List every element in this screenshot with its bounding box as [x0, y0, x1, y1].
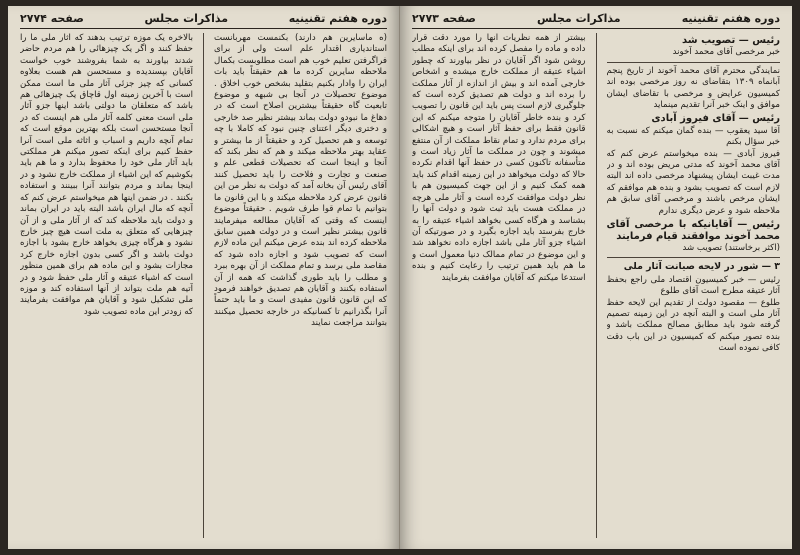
- right-header-title: مذاکرات مجلس: [536, 12, 621, 25]
- right-header-journal: دوره هفتم تقنینیه: [681, 12, 780, 25]
- book-spread: [8, 6, 792, 549]
- speaker-remark: آقا سید یعقوب — بنده گمان میکنم که نسبت به خبر سؤال بکنم: [606, 125, 780, 148]
- right-page-columns: [412, 33, 780, 538]
- left-header-title: مذاکرات مجلس: [144, 12, 229, 25]
- leave-report-body: نمایندگی محترم آقای محمد آخوند از تاریخ پنجم آبانماه ۱۳۰۹ بتقاضای نه روز مرخصی بوده اند کمیسیون عرایض و مرخصی با تقاضای ایشان موافق و اینک خبر آنرا تقدیم مینماید: [606, 65, 780, 111]
- right-page-left-column-text: بیشتر از همه نظریات آنها را مورد دقت قرار داده و ماده را مفصل کرده اند برای اینکه مطلب روشن شود اگر آقایان در نظر بیاورند که چطور اشیاء عتیقه از مملکت خارج میشده و اشخاص خارجی آمده اند و بیش از اندازه از آثار مملکت را برده اند و دولت هم تصدیق کرده است که جلوگیری لازم است پس باید این قانون را تصویب کرد و بنده خاطر آقایان را متوجه میکنم که این قانون فقط برای حفظ آثار است و هیچ اشکالی برای مردم ندارد و تمام نقاط مملکت از آن منتفع میشوند و چون در مملکت ما آثار زیاد است و متأسفانه تاکنون کسی در حفظ آنها اقدام نکرده حالا که دولت میخواهد در این زمینه اقدام کند باید همه کمک کنیم و از این جهت کمیسیون هم با نظر دولت موافقت کرده است و آثار ملی هرچه در مملکت هست باید ثبت شود و دولت آنها را بشناسد و هرگاه کسی بخواهد اشیاء عتیقه را به خارج بفرستد باید اجازه بگیرد و در صورتیکه آن اشیاء جزو آثار ملی باشد اجازه داده نخواهد شد و این موضوع در تمام ممالک دنیا معمول است و ما هم باید همین ترتیب را رعایت کنیم و بنده استدعا میکنم که آقایان موافقت بفرمایند: [412, 33, 586, 283]
- right-page: [400, 6, 792, 549]
- left-header-page-number: صفحه ۲۷۷۴: [20, 12, 84, 25]
- left-page-right-column-text: (ه ماسایرین هم دارند) بکنمست مهربانست استاندیاری اقتدار علم است ولی از برای فراگرفتن تعلیم خوب هم است مطلوبست بکمال ملاحظه سایرین کرده ما هم حقیقتاً باید بات ایران را وادار بکنیم بتقلید بشخص خوب اخلاق . موضوع تحصیلات در آنجا بی شبهه و موضوع تابعیت گاه حقیقتاً بیشترین اصلاح است که در دهاغ ما نبودو دولت بماند بیشتر نظیر صد خارجی و دختری دیگر اعتنای چنین نبود که کاملا با چه توسعه و هم تحصیل کرد و حقیقتاً از ما بیشتر و عقاید بهتر ملاحظه میکند و هم که نظر بکند که آنجا و اینجا است که تحصیلات قطعی علم و صنعت و تجارت و فلاحت را باید تحصیل کنند آقای رئیس آن بخانه آمد که دولت به نظر من این قانون عرض کرد ملاحظه میکند و با این قانون ما بتوانیم با تمام قوا طرف شویم . حقیقتاً موضوع اینست که وقتی که آقایان مطالعه میفرمایند قانون بیشتر نظیر است و در دولت همین سابق ملاحظه کرده اند بنده عرض میکنم این ماده لازم است که تصویب شود و اجازه داده شود که مقاصد ملی برسد و تمام مملکت از آن بهره ببرد و مطلب را باید طوری گذاشت که همه از آن استفاده بکنند و آقایان هم تصدیق خواهند فرمود که این قانون قانون مفیدی است و ما باید حتماً آنرا بگذرانیم تا کسانیکه در خارجه تحصیل میکنند بتوانند مراجعت نمایند: [214, 33, 387, 329]
- leave-report-title: خبر مرخصی آقای محمد آخوند: [672, 47, 780, 58]
- left-page-right-column: [214, 33, 387, 538]
- section-heading: ۳ — شور در لایحه صیانت آثار ملی: [623, 261, 780, 273]
- left-page-columns: [20, 33, 387, 538]
- left-header-journal: دوره هفتم تقنینیه: [288, 12, 387, 25]
- section-divider: [607, 62, 781, 63]
- speaker-speech: فیروز آبادی — بنده میخواستم عرض کنم که آقای محمد آخوند که مدتی مریض بوده اند و در مدت غیبت ایشان پیشنهاد مرخصی داده اند البته لازم است که تصویب بشود و بنده هم موافقم که ایشان مرخص باشند و مرخصی آقای سابق هم ملاحظه شود و عرض دیگری ندارم: [606, 148, 780, 216]
- left-page: [8, 6, 400, 549]
- president-vote-call: رئیس — آقایانیکه با مرخصی آقای محمد آخوند موافقند قیام فرمایند: [606, 219, 780, 242]
- left-page-left-column: [20, 33, 193, 538]
- right-header-page-number: صفحه ۲۷۷۳: [412, 12, 476, 25]
- president-intro: رئیس — خبر کمیسیون اقتصاد ملی راجع بحفظ آثار عتیقه مطرح است آقای طلوع: [606, 274, 780, 297]
- president-calls-speaker: رئیس — آقای فیروز آبادی: [651, 113, 780, 125]
- tolu-speech: طلوع — مقصود دولت از تقدیم این لایحه حفظ آثار ملی است و البته آنچه در این زمینه تصمیم گرفته شود باید مطابق مصالح مملکت باشد و بنده تصور میکنم که کمیسیون در این باب دقت کافی نموده است: [606, 297, 780, 354]
- president-approved-heading: رئیس — تصویب شد: [681, 35, 780, 46]
- vote-result: (اکثر برخاستند) تصویب شد: [682, 242, 780, 253]
- right-page-right-column: [607, 33, 781, 538]
- column-rule: [596, 33, 597, 538]
- left-page-header: [20, 12, 387, 29]
- section-divider: [607, 257, 781, 258]
- left-page-left-column-text: بالاخره یک موزه ترتیب بدهند که آثار ملی ما را حفظ کنند و اگر یک چیزهائی را هم مردم حاضر شدند بیاورند به شما بفروشند خوب خواست آقایان بپسندیده و مستحسن هم هست بعلاوه کسانی که چیز جزئی آثار ملی ما است ممکن است با آخرین زمینه اول قاچاق یک چیزهائی هم باشد که متعلقان ما دولتی باشد اینها جزو آثار ملی است معنی کلمه آثار ملی هم اینست که در آنجا مستحسن است بلکه بهترین موقع است که تمام آنچه داریم و اسباب و اثاثه ملی است آنرا حفظ کنیم برای اینکه تصور میکنم هر مملکتی باید آثار ملی خود را محفوظ بدارد و ما هم باید بکوشیم که این اشیاء از مملکت خارج نشود و در اینجا بماند و مردم بتوانند آنرا ببینند و استفاده بکنند . در ضمن اینها هم میخواستم عرض کنم که آنچه که مال ایران باشد البته باید در ایران بماند و دولت باید ملاحظه کند که از آثار ملی و از آن چیزهایی که متعلق به ملت است هیچ چیز خارج نشود و هرگاه چیزی بخواهد خارج بشود با اجازه دولت باشد و اگر کسی بدون اجازه خارج کرد مجازات بشود و این ماده هم برای همین منظور است که اشیاء عتیقه و آثار ملی حفظ شود و در آتیه هم ملت بتواند از آنها استفاده کند و موزه ملی تشکیل شود و آقایان هم موافقت بفرمایند که زودتر این ماده تصویب شود: [20, 33, 193, 317]
- column-rule: [203, 33, 204, 538]
- right-page-left-column: [412, 33, 586, 538]
- right-page-header: [412, 12, 780, 29]
